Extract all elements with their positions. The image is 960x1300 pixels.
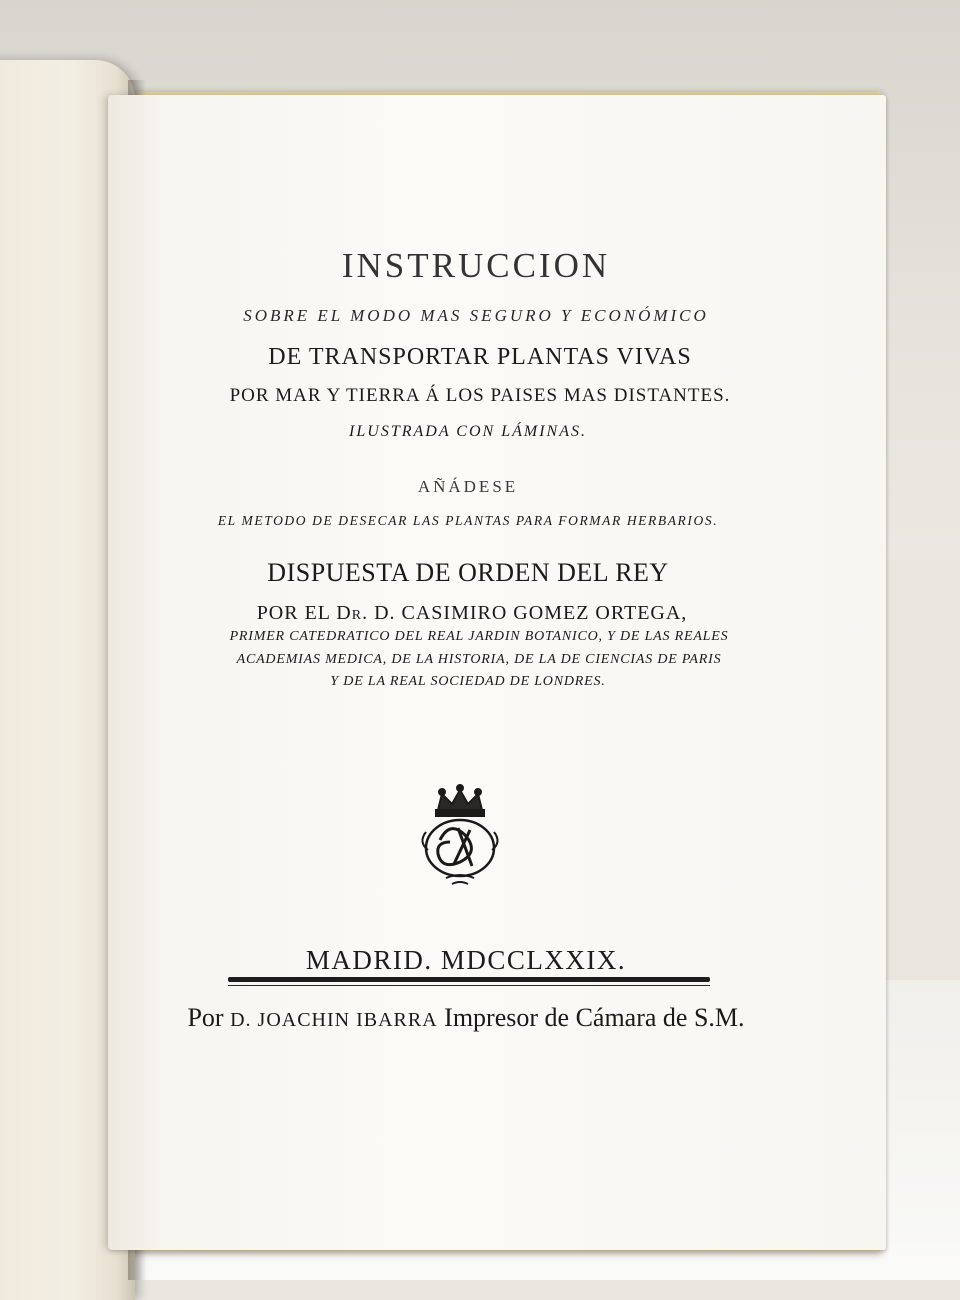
- author-line: POR EL Dr. D. CASIMIRO GOMEZ ORTEGA,: [256, 602, 688, 624]
- printer-prefix: Por: [187, 1003, 231, 1032]
- divider-rule-thin: [228, 985, 710, 986]
- subtitle-line-4: ILUSTRADA CON LÁMINAS.: [349, 423, 587, 440]
- place-and-date: MADRID. MDCCLXXIX.: [305, 945, 627, 975]
- divider-rule: [228, 977, 710, 982]
- printer-name: D. JOACHIN IBARRA: [230, 1009, 438, 1031]
- credentials-line-2: ACADEMIAS MEDICA, DE LA HISTORIA, DE LA DE CIENCIAS DE PARIS: [236, 652, 722, 667]
- royal-monogram-crown-icon: [410, 780, 510, 892]
- title: INSTRUCCION: [341, 246, 611, 285]
- credentials-line-1: PRIMER CATEDRATICO DEL REAL JARDIN BOTANICO, Y DE LAS REALES: [229, 629, 729, 644]
- addition-heading: AÑÁDESE: [417, 477, 519, 496]
- credentials-line-3: Y DE LA REAL SOCIEDAD DE LONDRES.: [330, 674, 606, 689]
- printer-line: [0, 1003, 946, 1033]
- commission-line: DISPUESTA DE ORDEN DEL REY: [267, 558, 669, 587]
- printer-suffix: Impresor de Cámara de S.M.: [437, 1003, 745, 1032]
- addition-text: EL METODO DE DESECAR LAS PLANTAS PARA FORMAR HERBARIOS.: [217, 513, 719, 528]
- subtitle-line-3: POR MAR Y TIERRA Á LOS PAISES MAS DISTANTES.: [229, 385, 731, 406]
- subtitle-line-2: DE TRANSPORTAR PLANTAS VIVAS: [268, 344, 692, 370]
- subtitle-line-1: SOBRE EL MODO MAS SEGURO Y ECONÓMICO: [243, 306, 709, 325]
